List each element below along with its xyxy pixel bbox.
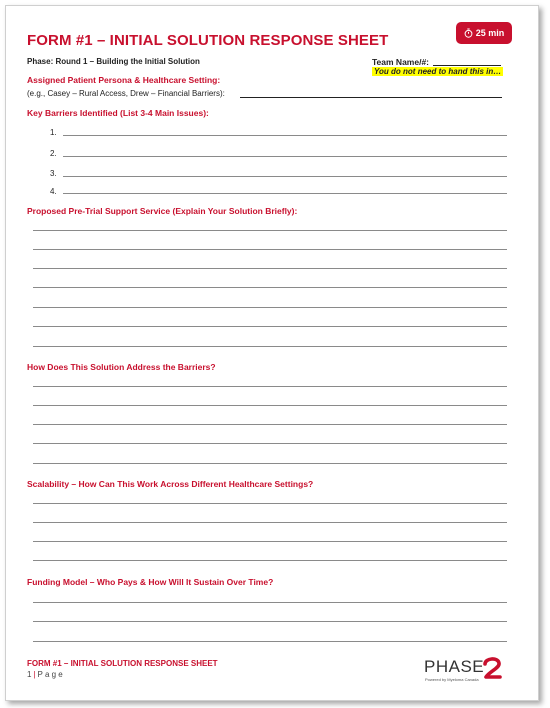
team-name-field[interactable] [433, 65, 501, 66]
scalability-line[interactable] [33, 503, 507, 504]
address-line[interactable] [33, 463, 507, 464]
scalability-line[interactable] [33, 560, 507, 561]
timer-badge [456, 22, 512, 44]
barrier-line-2[interactable] [63, 156, 507, 157]
timer-text: 25 min [475, 28, 505, 38]
barrier-number: 4. [50, 187, 57, 196]
barrier-line-4[interactable] [63, 193, 507, 194]
funding-heading: Funding Model – Who Pays & How Will It Sustain Over Time? [27, 577, 274, 587]
persona-heading: Assigned Patient Persona & Healthcare Setting: [27, 75, 221, 85]
barrier-number: 2. [50, 149, 57, 158]
form-title: FORM #1 – INITIAL SOLUTION RESPONSE SHEET [27, 32, 389, 49]
scalability-heading: Scalability – How Can This Work Across Different Healthcare Settings? [27, 479, 314, 489]
support-line[interactable] [33, 249, 507, 250]
footer-page-number [27, 670, 63, 679]
logo-text: PHASE [424, 657, 485, 676]
phase-label: Phase: Round 1 – Building the Initial Solution [27, 57, 200, 66]
barrier-line-3[interactable] [63, 176, 507, 177]
funding-line[interactable] [33, 641, 507, 642]
logo-2-mark-icon [482, 656, 504, 680]
logo-tagline: Powered by Myeloma Canada [425, 677, 479, 682]
address-line[interactable] [33, 405, 507, 406]
persona-field[interactable] [240, 97, 502, 98]
stopwatch-icon [464, 28, 473, 38]
phase2-logo [424, 656, 514, 686]
scalability-line[interactable] [33, 541, 507, 542]
support-line[interactable] [33, 268, 507, 269]
team-name-label: Team Name/#: [372, 57, 430, 67]
barriers-heading: Key Barriers Identified (List 3-4 Main Issues): [27, 108, 209, 118]
funding-line[interactable] [33, 602, 507, 603]
address-heading: How Does This Solution Address the Barriers? [27, 362, 216, 372]
page-number: 1 [27, 670, 32, 679]
scalability-line[interactable] [33, 522, 507, 523]
barrier-number: 3. [50, 169, 57, 178]
address-line[interactable] [33, 386, 507, 387]
support-line[interactable] [33, 230, 507, 231]
page-divider: | [33, 670, 36, 679]
support-line[interactable] [33, 287, 507, 288]
support-line[interactable] [33, 326, 507, 327]
barrier-number: 1. [50, 128, 57, 137]
persona-example: (e.g., Casey – Rural Access, Drew – Financial Barriers): [27, 89, 225, 98]
support-line[interactable] [33, 307, 507, 308]
page-word: P a g e [37, 670, 63, 679]
footer-title: FORM #1 – INITIAL SOLUTION RESPONSE SHEET [27, 659, 218, 668]
hand-in-note: You do not need to hand this in… [374, 67, 502, 76]
support-heading: Proposed Pre-Trial Support Service (Explain Your Solution Briefly): [27, 206, 298, 216]
address-line[interactable] [33, 443, 507, 444]
funding-line[interactable] [33, 621, 507, 622]
barrier-line-1[interactable] [63, 135, 507, 136]
address-line[interactable] [33, 424, 507, 425]
support-line[interactable] [33, 346, 507, 347]
